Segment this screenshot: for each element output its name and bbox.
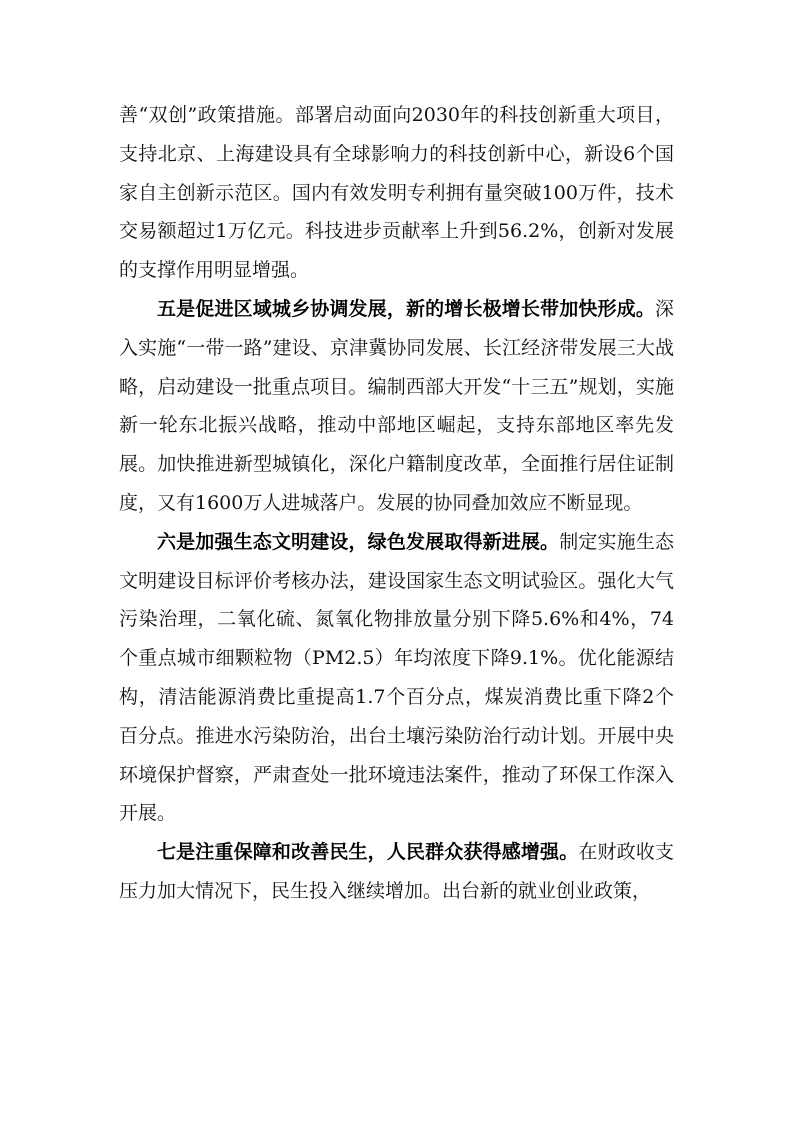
paragraph-2-lead: 五是促进区域城乡协调发展，新的增长极增长带加快形成。 (157, 297, 655, 320)
paragraph-3-lead: 六是加强生态文明建设，绿色发展取得新进展。 (157, 530, 560, 553)
paragraph-1 (119, 96, 674, 290)
document-body (119, 96, 674, 911)
paragraph-3-text: 制定实施生态文明建设目标评价考核办法，建设国家生态文明试验区。强化大气污染治理，二氧化硫、氮氧化物排放量分别下降5.6%和4%，74个重点城市细颗粒物（PM2.5）年均浓度下降9.1%。优化能源结构，清洁能源消费比重提高1.7个百分点，煤炭消费比重下降2个百分点。推进水污染防治，出台土壤污染防治行动计划。开展中央环境保护督察，严肃查处一批环境违法案件，推动了环保工作深入开展。 (119, 530, 674, 825)
paragraph-3 (119, 523, 674, 833)
paragraph-4 (119, 833, 674, 911)
paragraph-2 (119, 290, 674, 523)
paragraph-2-text: 深入实施“一带一路”建设、京津冀协同发展、长江经济带发展三大战略，启动建设一批重点项目。编制西部大开发“十三五”规划，实施新一轮东北振兴战略，推动中部地区崛起，支持东部地区率先发展。加快推进新型城镇化，深化户籍制度改革，全面推行居住证制度，又有1600万人进城落户。发展的协同叠加效应不断显现。 (119, 297, 674, 514)
paragraph-4-lead: 七是注重保障和改善民生，人民群众获得感增强。 (157, 841, 579, 864)
paragraph-4-text: 在财政收支压力加大情况下，民生投入继续增加。出台新的就业创业政策， (119, 841, 674, 902)
paragraph-1-text: 善“双创”政策措施。部署启动面向2030年的科技创新重大项目，支持北京、上海建设具有全球影响力的科技创新中心，新设6个国家自主创新示范区。国内有效发明专利拥有量突破100万件，技术交易额超过1万亿元。科技进步贡献率上升到56.2%，创新对发展的支撑作用明显增强。 (119, 104, 674, 282)
